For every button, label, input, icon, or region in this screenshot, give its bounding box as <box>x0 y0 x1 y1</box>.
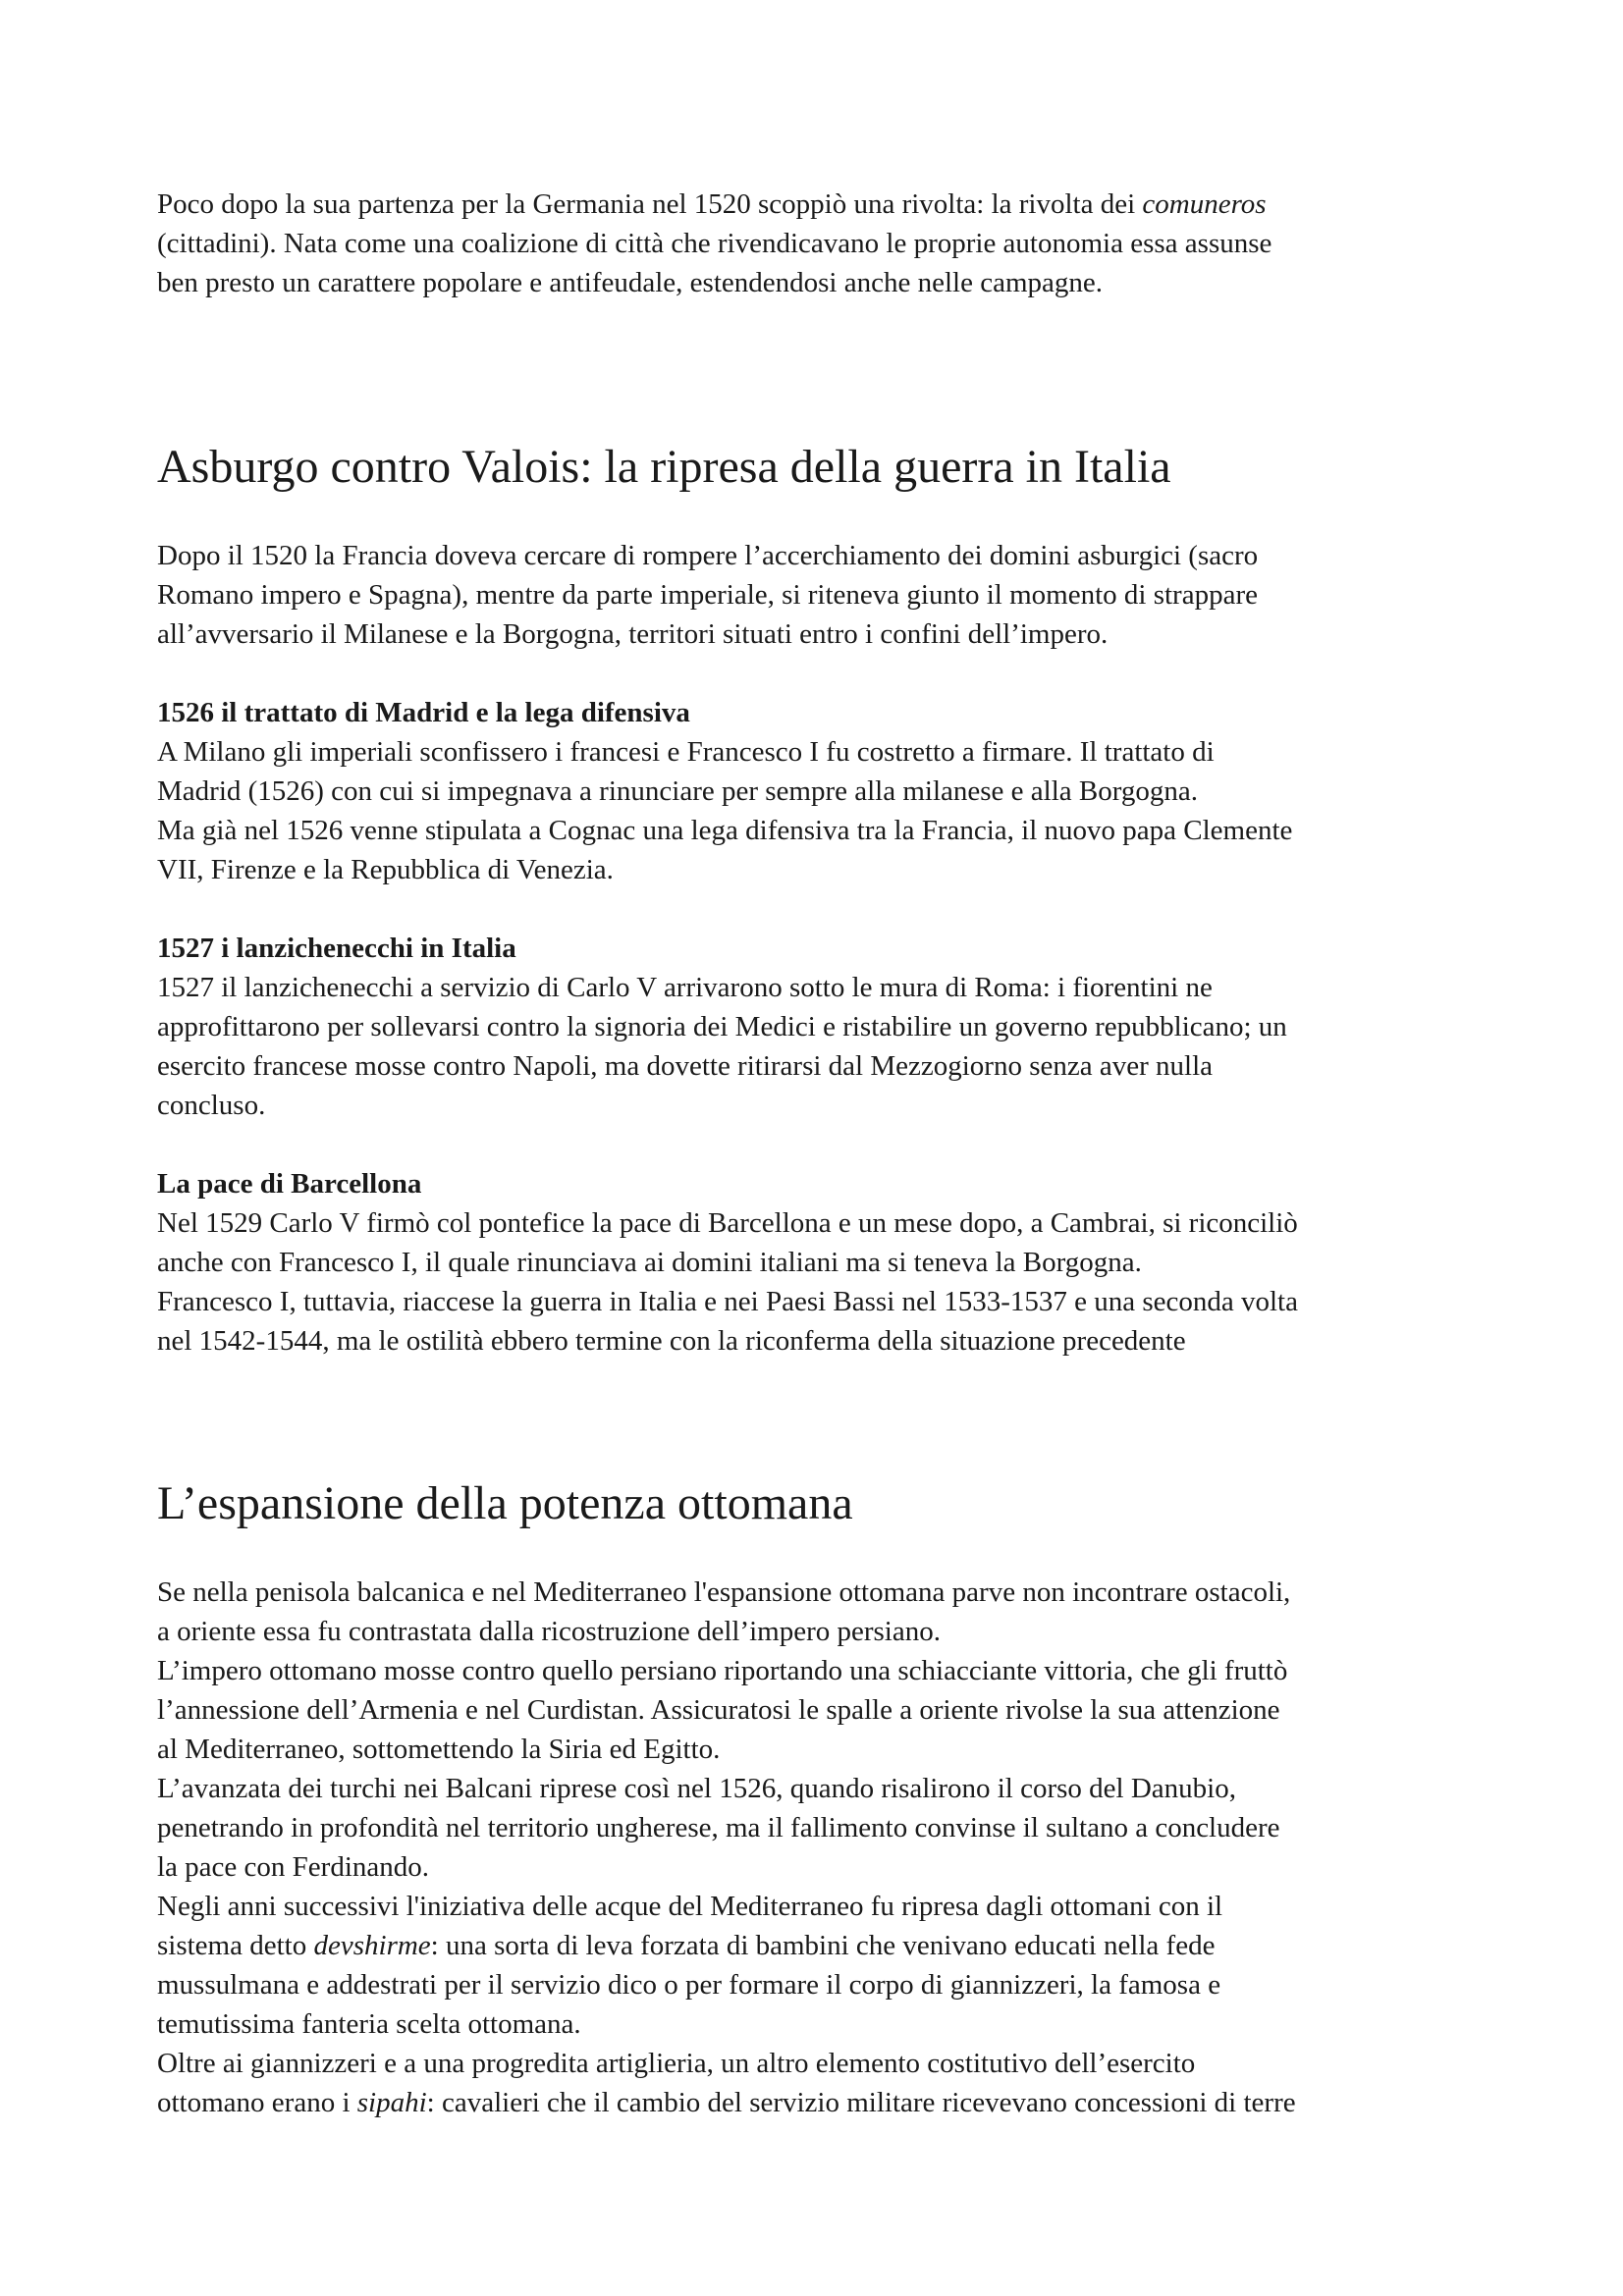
intro-paragraph <box>157 185 1483 302</box>
sipahi-term: sipahi <box>356 2087 427 2118</box>
section-title-ottomana: L’espansione della potenza ottomana <box>157 1477 853 1529</box>
paragraph-line: approfittarono per sollevarsi contro la signoria dei Medici e ristabilire un governo repubblicano; un <box>157 1011 1287 1042</box>
subsection-heading: 1527 i lanzichenecchi in Italia <box>157 933 516 964</box>
section1-paragraph <box>157 536 1483 654</box>
subsection-heading: La pace di Barcellona <box>157 1168 422 1200</box>
paragraph-line: nel 1542-1544, ma le ostilità ebbero termine con la riconferma della situazione precedente <box>157 1325 1186 1357</box>
paragraph-text: : cavalieri che il cambio del servizio militare ricevevano concessioni di terre <box>426 2087 1296 2118</box>
paragraph-line: all’avversario il Milanese e la Borgogna, territori situati entro i confini dell’impero. <box>157 618 1109 650</box>
paragraph-line <box>157 2083 1483 2122</box>
subsection-lanzichenecchi <box>157 929 1483 1125</box>
paragraph-line: temutissima fanteria scelta ottomana. <box>157 2008 581 2040</box>
paragraph-line: a oriente essa fu contrastata dalla ricostruzione dell’impero persiano. <box>157 1616 941 1647</box>
paragraph-line: Se nella penisola balcanica e nel Mediterraneo l'espansione ottomana parve non incontrare ostacoli, <box>157 1576 1291 1608</box>
paragraph-line: mussulmana e addestrati per il servizio dico o per formare il corpo di giannizzeri, la famosa e <box>157 1969 1221 2001</box>
paragraph-line: concluso. <box>157 1090 266 1121</box>
paragraph-line: esercito francese mosse contro Napoli, ma dovette ritirarsi dal Mezzogiorno senza aver nulla <box>157 1050 1213 1082</box>
subsection-barcellona <box>157 1164 1483 1361</box>
page-content <box>157 185 1483 2122</box>
paragraph-line: 1527 il lanzichenecchi a servizio di Carlo V arrivarono sotto le mura di Roma: i fiorentini ne <box>157 972 1213 1003</box>
paragraph-line: l’annessione dell’Armenia e nel Curdistan. Assicuratosi le spalle a oriente rivolse la sua attenzione <box>157 1694 1280 1726</box>
paragraph-line: penetrando in profondità nel territorio ungherese, ma il fallimento convinse il sultano a concludere <box>157 1812 1280 1843</box>
paragraph-line: Romano impero e Spagna), mentre da parte imperiale, si riteneva giunto il momento di strappare <box>157 579 1258 611</box>
comuneros-term: comuneros <box>1142 188 1267 220</box>
paragraph-line <box>157 1926 1483 1965</box>
paragraph-line: Madrid (1526) con cui si impegnava a rinunciare per sempre alla milanese e alla Borgogna. <box>157 775 1199 807</box>
paragraph-line: Francesco I, tuttavia, riaccese la guerra in Italia e nei Paesi Bassi nel 1533-1537 e una seconda volta <box>157 1286 1298 1317</box>
paragraph-line: la pace con Ferdinando. <box>157 1851 430 1883</box>
paragraph-text: ottomano erano i <box>157 2087 357 2118</box>
paragraph-line: Nel 1529 Carlo V firmò col pontefice la pace di Barcellona e un mese dopo, a Cambrai, si riconciliò <box>157 1207 1298 1239</box>
paragraph-text: sistema detto <box>157 1930 314 1961</box>
paragraph-line: al Mediterraneo, sottomettendo la Siria ed Egitto. <box>157 1734 721 1765</box>
section2-paragraph <box>157 1573 1483 2122</box>
paragraph-line: L’avanzata dei turchi nei Balcani riprese così nel 1526, quando risalirono il corso del Danubio, <box>157 1773 1236 1804</box>
paragraph-line: anche con Francesco I, il quale rinunciava ai domini italiani ma si teneva la Borgogna. <box>157 1247 1142 1278</box>
intro-line: (cittadini). Nata come una coalizione di città che rivendicavano le proprie autonomia essa assunse <box>157 228 1272 259</box>
intro-line: ben presto un carattere popolare e antifeudale, estendendosi anche nelle campagne. <box>157 267 1103 298</box>
paragraph-line: VII, Firenze e la Repubblica di Venezia. <box>157 854 614 885</box>
paragraph-line: Ma già nel 1526 venne stipulata a Cognac una lega difensiva tra la Francia, il nuovo papa Clemente <box>157 815 1293 846</box>
subsection-heading: 1526 il trattato di Madrid e la lega difensiva <box>157 697 690 728</box>
intro-line <box>157 185 1483 224</box>
paragraph-line: L’impero ottomano mosse contro quello persiano riportando una schiacciante vittoria, che gli fruttò <box>157 1655 1288 1686</box>
paragraph-line: Negli anni successivi l'iniziativa delle acque del Mediterraneo fu ripresa dagli ottomani con il <box>157 1891 1223 1922</box>
subsection-madrid <box>157 693 1483 889</box>
paragraph-text: : una sorta di leva forzata di bambini che venivano educati nella fede <box>430 1930 1216 1961</box>
intro-text: Poco dopo la sua partenza per la Germania nel 1520 scoppiò una rivolta: la rivolta dei <box>157 188 1143 220</box>
paragraph-line: Dopo il 1520 la Francia doveva cercare di rompere l’accerchiamento dei domini asburgici (sacro <box>157 540 1259 571</box>
devshirme-term: devshirme <box>313 1930 431 1961</box>
section-title-asburgo-valois: Asburgo contro Valois: la ripresa della guerra in Italia <box>157 441 1171 493</box>
paragraph-line: Oltre ai giannizzeri e a una progredita artiglieria, un altro elemento costitutivo dell’esercito <box>157 2048 1196 2079</box>
paragraph-line: A Milano gli imperiali sconfissero i francesi e Francesco I fu costretto a firmare. Il trattato di <box>157 736 1215 768</box>
